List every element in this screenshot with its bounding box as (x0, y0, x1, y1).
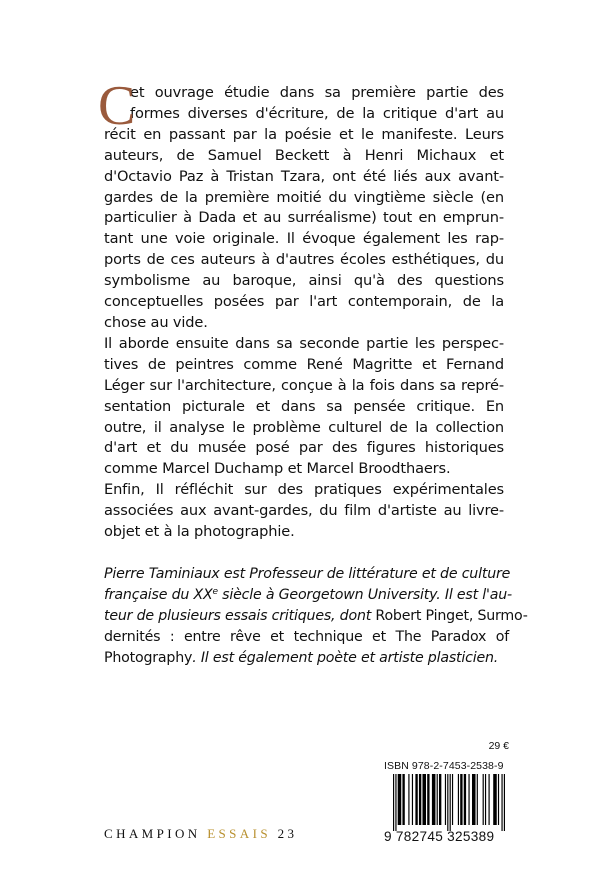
bio-book-title: Photography (104, 649, 193, 666)
bio-book-title: Robert Pinget, Surmo- (375, 607, 528, 624)
bio-text: siècle à Georgetown University. Il est l'au- (217, 586, 512, 603)
barcode-bar (432, 774, 436, 825)
isbn-label: ISBN 978-2-7453-2538-9 (384, 760, 504, 772)
barcode-bar (398, 774, 402, 825)
drop-cap: C (98, 75, 136, 137)
bio-line (104, 585, 512, 606)
description-line: associées aux avant-gardes, du film d'artiste au livre- (104, 502, 504, 520)
barcode-bar (415, 774, 417, 825)
series-number: 23 (270, 826, 298, 841)
barcode-bar (393, 774, 394, 831)
description-line: d'Octavio Paz à Tristan Tzara, ont été liés aux avant- (104, 167, 504, 185)
barcode-bar (439, 774, 441, 825)
description-line: comme Marcel Duchamp et Marcel Broodthaers. (104, 460, 451, 478)
barcode-bar (477, 774, 478, 825)
bio-superscript: e (212, 586, 218, 597)
description-line: tant une voie originale. Il évoque également les rap- (104, 230, 504, 248)
series-champion: CHAMPION (104, 826, 208, 841)
bio-line (104, 648, 509, 669)
description-line: particulier à Dada et au surréalisme) tout en emprun- (104, 209, 504, 227)
series-name (104, 826, 297, 842)
description-line: conceptuelles posées par l'art contemporain, de la (104, 293, 504, 311)
barcode-bar (493, 774, 497, 825)
bio-line (104, 606, 528, 627)
description-line: Enfin, Il réfléchit sur des pratiques expérimentales (104, 481, 504, 499)
description-line: Il aborde ensuite dans sa seconde partie les perspec- (104, 334, 504, 352)
barcode-bar (437, 774, 438, 825)
description-line: sentation picturale et dans sa pensée critique. En (104, 397, 504, 415)
bio-text: française du XX (104, 586, 213, 603)
barcode-bar (450, 774, 451, 831)
barcode-bar (460, 774, 462, 825)
barcode-bar (504, 774, 505, 831)
barcode-bar (412, 774, 413, 825)
description-text (98, 75, 504, 543)
bio-line: dernités : entre rêve et technique et The Paradox of (104, 628, 509, 645)
bio-text: teur de plusieurs essais critiques, dont (104, 607, 376, 624)
description-line: d'art et du musée posé par des figures historiques (104, 439, 504, 457)
description-line: et ouvrage étudie dans sa première partie des (130, 84, 504, 101)
description-line: gardes de la première moitié du vingtième siècle (en (104, 188, 504, 206)
description-line: chose au vide. (104, 313, 208, 331)
barcode-bar (472, 774, 476, 825)
description-line: symbolisme au baroque, ainsi qu'à des questions (104, 272, 504, 290)
barcode-bar (458, 774, 459, 825)
barcode-bar (419, 774, 421, 825)
barcode-bar (498, 774, 499, 825)
barcode-digits: 9 782745 325389 (384, 829, 495, 844)
description-line: formes diverses d'écriture, de la critique d'art au (130, 104, 504, 122)
barcode-bar (452, 774, 453, 825)
barcode-bar (501, 774, 502, 831)
bio-line: Pierre Taminiaux est Professeur de littérature et de culture (104, 566, 511, 582)
barcode-bar (464, 774, 466, 825)
barcode-bar (488, 774, 489, 825)
barcode-image (393, 774, 505, 831)
description-line: Léger sur l'architecture, conçue à la fois dans sa repré- (104, 376, 504, 394)
description-line: tives de peintres comme René Magritte et Fernand (104, 355, 504, 373)
author-bio (104, 564, 528, 669)
barcode-bar (445, 774, 446, 825)
description-line: récit en passant par la poésie et le manifeste. Leurs (104, 125, 504, 143)
description-line: auteurs, de Samuel Beckett à Henri Michaux et (104, 146, 504, 164)
barcode-bar (402, 774, 404, 825)
price-label: 29 € (488, 740, 509, 752)
barcode-bar (447, 774, 448, 831)
description-line: ports de ces auteurs à d'autres écoles esthétiques, du (104, 251, 504, 269)
barcode-bar (395, 774, 396, 831)
barcode-bar (483, 774, 484, 825)
description-line: outre, il analyse le problème culturel de la collection (104, 418, 504, 436)
description-line: objet et à la photographie. (104, 523, 295, 541)
barcode-bar (468, 774, 469, 825)
series-essais: ESSAIS (207, 826, 271, 841)
barcode-bar (427, 774, 429, 825)
bio-text: . Il est également poète et artiste plasticien. (192, 649, 499, 666)
barcode-block (384, 760, 511, 845)
barcode-bar (485, 774, 486, 825)
barcode-bar (408, 774, 409, 825)
barcode-bar (422, 774, 426, 825)
